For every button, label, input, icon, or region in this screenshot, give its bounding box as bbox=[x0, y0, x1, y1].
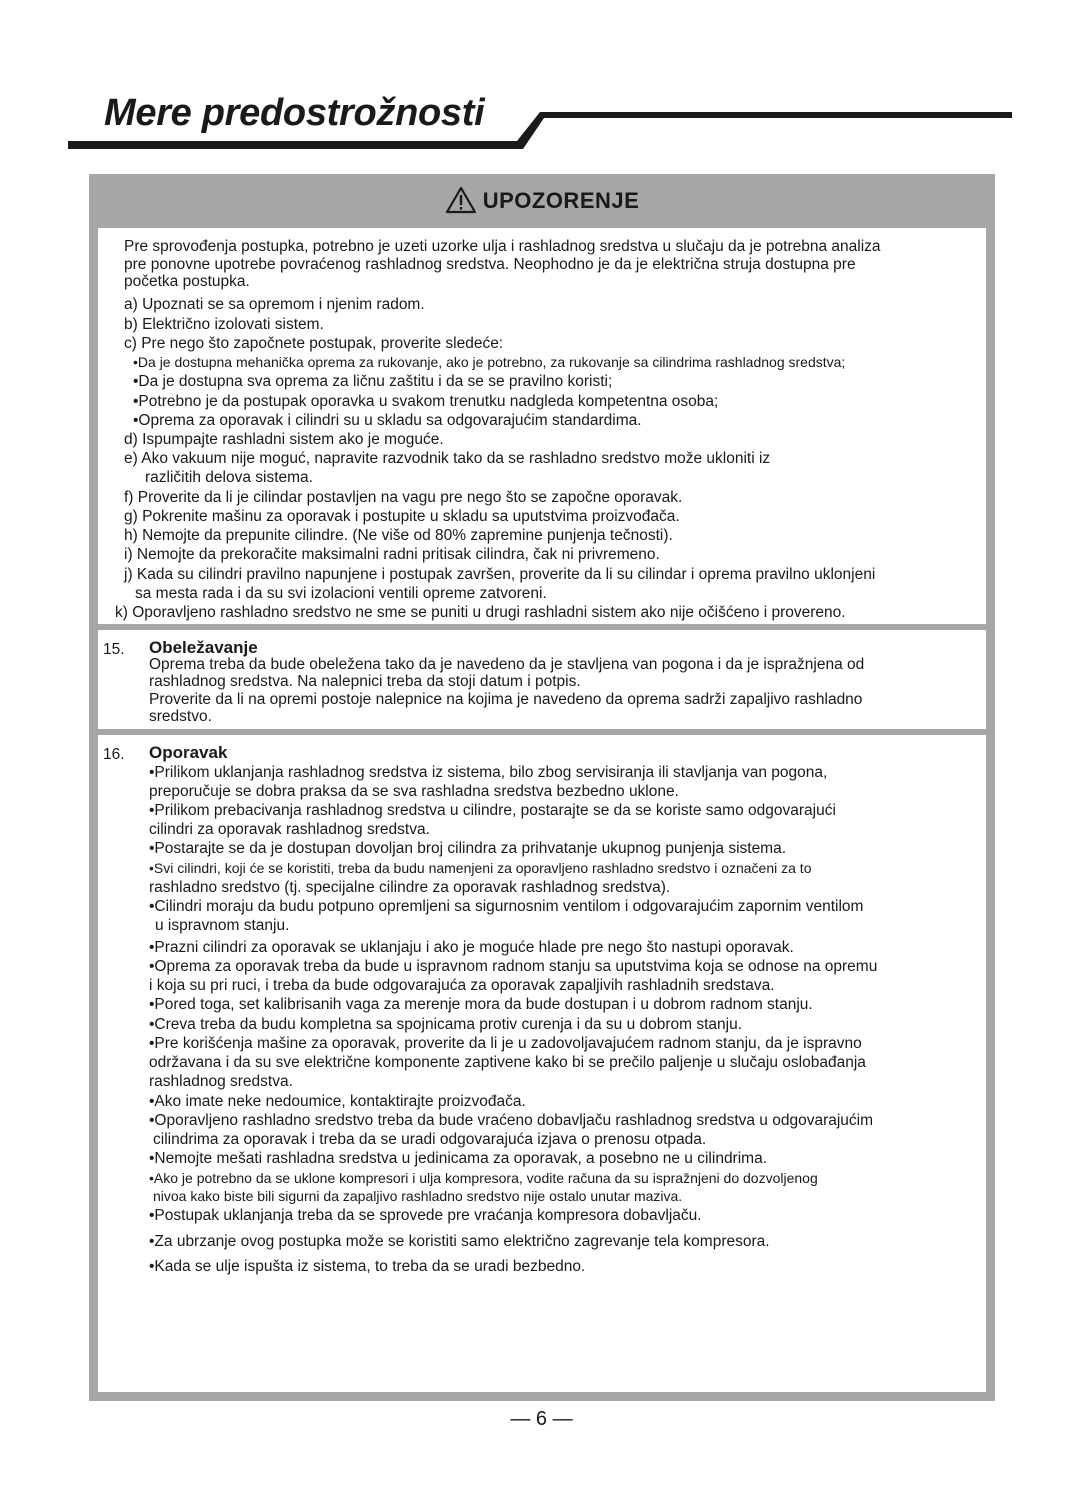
section-line: održavana i da su sve električne komponente zaptivene kako bi se prečilo paljenje u slučaju oslobađanja bbox=[149, 1054, 866, 1071]
section-line: Proverite da li na opremi postoje nalepnice na kojima je navedeno da oprema sadrži zapaljivo rashladno bbox=[149, 691, 863, 708]
warning-procedure-panel bbox=[98, 228, 986, 624]
section-title: Obeležavanje bbox=[149, 638, 258, 657]
section-line: •Pored toga, set kalibrisanih vaga za merenje mora da bude dostupan i u dobrom radnom stanju. bbox=[149, 996, 813, 1013]
section-line: rashladnog sredstva. bbox=[149, 1073, 293, 1090]
section-line: •Prilikom uklanjanja rashladnog sredstva iz sistema, bilo zbog servisiranja ili stavljanja van pogona, bbox=[149, 764, 828, 781]
warning-title: UPOZORENJE bbox=[482, 188, 640, 213]
intro-line: početka postupka. bbox=[124, 273, 250, 290]
section-line: cilindri za oporavak rashladnog sredstva. bbox=[149, 821, 430, 838]
step-item: d) Ispumpajte rashladni sistem ako je moguće. bbox=[124, 431, 444, 448]
section-line: •Oprema za oporavak treba da bude u ispravnom radnom stanju sa uputstvima koja se odnose na opremu bbox=[149, 958, 878, 975]
section-line: Oprema treba da bude obeležena tako da je navedeno da je stavljena van pogona i da je ispražnjena od bbox=[149, 656, 865, 673]
page-number: — 6 — bbox=[510, 1408, 573, 1430]
section-line: •Ako je potrebno da se uklone kompresori i ulja kompresora, vodite računa da su ispražnjeni do dozvoljenog bbox=[149, 1170, 818, 1186]
section-line: •Pre korišćenja mašine za oporavak, proverite da li je u zadovoljavajućem radnom stanju, da je ispravno bbox=[149, 1035, 862, 1052]
section-line: sredstvo. bbox=[149, 708, 212, 725]
warning-box bbox=[89, 174, 995, 1401]
step-item: f) Proverite da li je cilindar postavljen na vagu pre nego što se započne oporavak. bbox=[124, 489, 683, 506]
section-line: nivoa kako biste bili sigurni da zapaljivo rashladno sredstvo nije ostalo unutar maziva. bbox=[153, 1188, 683, 1204]
step-item: b) Električno izolovati sistem. bbox=[124, 316, 324, 333]
section-15-panel bbox=[98, 630, 986, 729]
section-line: cilindrima za oporavak i treba da se uradi odgovarajuća izjava o prenosu otpada. bbox=[153, 1131, 707, 1148]
step-item: h) Nemojte da prepunite cilindre. (Ne više od 80% zapremine punjenja tečnosti). bbox=[124, 527, 673, 544]
section-16-panel bbox=[98, 735, 986, 1392]
section-number: 16. bbox=[103, 746, 125, 763]
section-line: •Cilindri moraju da budu potpuno opremljeni sa sigurnosnim ventilom i odgovarajućim zapornim ventilom bbox=[149, 898, 864, 915]
section-line: •Prilikom prebacivanja rashladnog sredstva u cilindre, postarajte se da se koriste samo odgovarajući bbox=[149, 802, 836, 819]
section-line: •Oporavljeno rashladno sredstvo treba da bude vraćeno dobavljaču rashladnog sredstva u odgovarajućim bbox=[149, 1112, 874, 1129]
section-line: •Nemojte mešati rashladna sredstva u jedinicama za oporavak, a posebno ne u cilindrima. bbox=[149, 1150, 768, 1167]
section-line: •Postupak uklanjanja treba da se sprovede pre vraćanja kompresora dobavljaču. bbox=[149, 1207, 702, 1224]
step-bullet: •Da je dostupna sva oprema za ličnu zaštitu i da se se pravilno koristi; bbox=[133, 373, 613, 390]
step-bullet: •Da je dostupna mehanička oprema za rukovanje, ako je potrebno, za rukovanje sa cilindrima rashladnog sredstva; bbox=[133, 354, 846, 370]
section-line: •Kada se ulje ispušta iz sistema, to treba da se uradi bezbedno. bbox=[149, 1258, 586, 1275]
section-line: rashladnog sredstva. Na nalepnici treba da stoji datum i potpis. bbox=[149, 673, 581, 690]
intro-line: pre ponovne upotrebe povraćenog rashladnog sredstva. Neophodno je da je električna struja dostupna pre bbox=[124, 256, 856, 273]
section-title: Oporavak bbox=[149, 743, 228, 762]
section-line: •Za ubrzanje ovog postupka može se koristiti samo električno zagrevanje tela kompresora. bbox=[149, 1233, 770, 1250]
section-line: •Creva treba da budu kompletna sa spojnicama protiv curenja i da su u dobrom stanju. bbox=[149, 1016, 743, 1033]
page-title: Mere predostrožnosti bbox=[104, 92, 485, 134]
step-bullet: •Potrebno je da postupak oporavka u svakom trenutku nadgleda kompetentna osoba; bbox=[133, 393, 719, 410]
section-line: •Ako imate neke nedoumice, kontaktirajte proizvođača. bbox=[149, 1093, 526, 1110]
warning-header bbox=[89, 174, 995, 228]
step-item: j) Kada su cilindri pravilno napunjene i postupak završen, proverite da li su cilindar i oprema pravilno uklonjeni bbox=[124, 566, 876, 583]
section-line: •Prazni cilindri za oporavak se uklanjaju i ako je moguće hlade pre nego što nastupi oporavak. bbox=[149, 939, 794, 956]
step-item: k) Oporavljeno rashladno sredstvo ne sme se puniti u drugi rashladni sistem ako nije očišćeno i provereno. bbox=[115, 604, 846, 621]
step-item-cont: sa mesta rada i da su svi izolacioni ventili opreme zatvoreni. bbox=[135, 585, 547, 602]
step-item: g) Pokrenite mašinu za oporavak i postupite u skladu sa uputstvima proizvođača. bbox=[124, 508, 680, 525]
header-rule bbox=[0, 0, 1083, 160]
step-item: c) Pre nego što započnete postupak, proverite sledeće: bbox=[124, 335, 504, 352]
step-item: e) Ako vakuum nije moguć, napravite razvodnik tako da se rashladno sredstvo može ukloniti iz bbox=[124, 450, 771, 467]
section-number: 15. bbox=[103, 641, 125, 658]
section-line: rashladno sredstvo (tj. specijalne cilindre za oporavak rashladnog sredstva). bbox=[149, 879, 671, 896]
step-item-cont: različitih delova sistema. bbox=[145, 469, 313, 486]
step-item: i) Nemojte da prekoračite maksimalni radni pritisak cilindra, čak ni privremeno. bbox=[124, 546, 660, 563]
intro-line: Pre sprovođenja postupka, potrebno je uzeti uzorke ulja i rashladnog sredstva u slučaju da je potrebna analiza bbox=[124, 238, 881, 255]
section-line: i koja su pri ruci, i treba da bude odgovarajuća za oporavak zapaljivih rashladnih sredstava. bbox=[149, 977, 775, 994]
warning-triangle-icon bbox=[445, 186, 477, 214]
section-line: •Postarajte se da je dostupan dovoljan broj cilindra za prihvatanje ukupnog punjenja sistema. bbox=[149, 840, 787, 857]
section-line: u ispravnom stanju. bbox=[155, 917, 290, 934]
step-bullet: •Oprema za oporavak i cilindri su u skladu sa odgovarajućim standardima. bbox=[133, 412, 642, 429]
section-line: •Svi cilindri, koji će se koristiti, treba da budu namenjeni za oporavljeno rashladno sredstvo i označeni za to bbox=[149, 860, 812, 876]
step-item: a) Upoznati se sa opremom i njenim radom. bbox=[124, 296, 425, 313]
section-line: preporučuje se dobra praksa da se sva rashladna sredstva bezbedno uklone. bbox=[149, 783, 679, 800]
